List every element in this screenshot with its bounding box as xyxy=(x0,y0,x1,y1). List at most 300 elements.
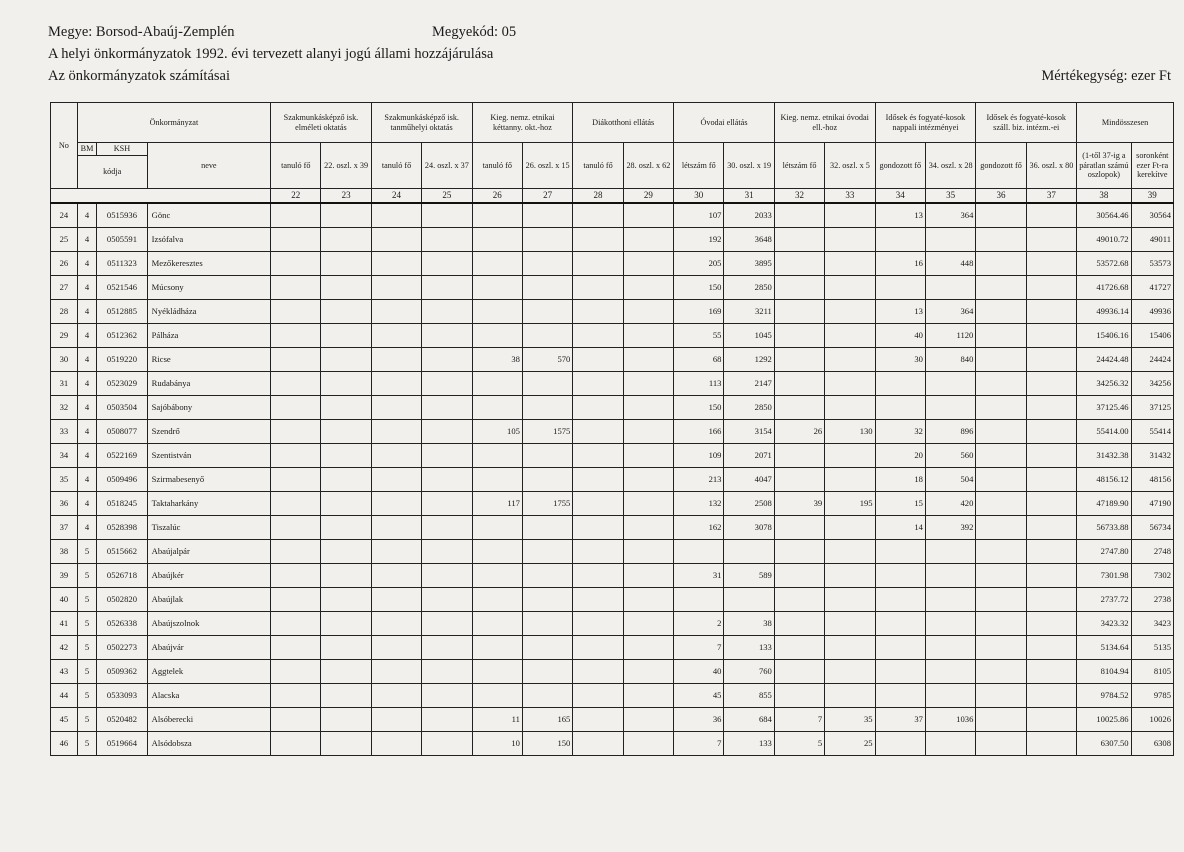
cell-ksh: 0519664 xyxy=(97,732,147,756)
cell-c28 xyxy=(573,612,623,636)
cell-name: Gönc xyxy=(147,203,270,228)
cell-c34 xyxy=(875,660,925,684)
cell-c36 xyxy=(976,372,1026,396)
cell-no: 32 xyxy=(51,396,78,420)
cell-c32: 26 xyxy=(774,420,824,444)
cell-c39: 8105 xyxy=(1131,660,1173,684)
cell-bm: 5 xyxy=(77,588,97,612)
cell-name: Alsóberecki xyxy=(147,708,270,732)
cell-c34 xyxy=(875,612,925,636)
cell-c37 xyxy=(1026,636,1076,660)
column-number: 22 xyxy=(271,189,321,204)
cell-c29 xyxy=(623,444,673,468)
cell-c25 xyxy=(422,660,472,684)
cell-bm: 5 xyxy=(77,564,97,588)
cell-c26 xyxy=(472,588,522,612)
cell-c25 xyxy=(422,276,472,300)
cell-c29 xyxy=(623,516,673,540)
cell-c22 xyxy=(271,324,321,348)
cell-c34 xyxy=(875,540,925,564)
cell-c34: 30 xyxy=(875,348,925,372)
cell-c38: 37125.46 xyxy=(1077,396,1131,420)
column-number: 25 xyxy=(422,189,472,204)
cell-c28 xyxy=(573,300,623,324)
cell-c31: 38 xyxy=(724,612,774,636)
cell-c34 xyxy=(875,396,925,420)
cell-c23 xyxy=(321,372,371,396)
cell-c33: 35 xyxy=(825,708,875,732)
cell-c26 xyxy=(472,636,522,660)
cell-c30: 162 xyxy=(674,516,724,540)
cell-c26 xyxy=(472,516,522,540)
cell-c22 xyxy=(271,372,321,396)
cell-c35 xyxy=(925,660,975,684)
cell-c37 xyxy=(1026,228,1076,252)
header-group: Kieg. nemz. etnikai kéttanny. okt.-hoz xyxy=(472,103,573,143)
cell-c34: 16 xyxy=(875,252,925,276)
cell-ksh: 0502273 xyxy=(97,636,147,660)
cell-c31: 1292 xyxy=(724,348,774,372)
header-no: No xyxy=(51,103,78,189)
cell-c36 xyxy=(976,612,1026,636)
header-sub: 22. oszl. x 39 xyxy=(321,143,371,189)
header-sub: létszám fő xyxy=(674,143,724,189)
table-row xyxy=(51,708,1174,732)
cell-c36 xyxy=(976,468,1026,492)
cell-c25 xyxy=(422,396,472,420)
header-sub: (1-től 37-ig a páratlan számú oszlopok) xyxy=(1077,143,1131,189)
cell-bm: 4 xyxy=(77,372,97,396)
column-number: 24 xyxy=(371,189,421,204)
table-body xyxy=(51,203,1174,756)
table-row xyxy=(51,564,1174,588)
cell-c30 xyxy=(674,588,724,612)
cell-c27 xyxy=(522,372,572,396)
cell-name: Abaújalpár xyxy=(147,540,270,564)
cell-c30: 107 xyxy=(674,203,724,228)
cell-c24 xyxy=(371,468,421,492)
cell-ksh: 0508077 xyxy=(97,420,147,444)
cell-c25 xyxy=(422,732,472,756)
cell-ksh: 0533093 xyxy=(97,684,147,708)
cell-c24 xyxy=(371,420,421,444)
cell-c26 xyxy=(472,396,522,420)
cell-c22 xyxy=(271,684,321,708)
cell-c30: 45 xyxy=(674,684,724,708)
data-table xyxy=(50,102,1174,756)
cell-c23 xyxy=(321,612,371,636)
cell-c24 xyxy=(371,203,421,228)
cell-c38: 47189.90 xyxy=(1077,492,1131,516)
cell-c25 xyxy=(422,420,472,444)
cell-c32: 7 xyxy=(774,708,824,732)
cell-c25 xyxy=(422,300,472,324)
cell-c32 xyxy=(774,300,824,324)
cell-c38: 30564.46 xyxy=(1077,203,1131,228)
cell-c34 xyxy=(875,228,925,252)
cell-c25 xyxy=(422,516,472,540)
cell-c27: 1575 xyxy=(522,420,572,444)
cell-bm: 4 xyxy=(77,252,97,276)
cell-c28 xyxy=(573,708,623,732)
cell-c37 xyxy=(1026,372,1076,396)
cell-c25 xyxy=(422,684,472,708)
cell-c33 xyxy=(825,203,875,228)
cell-c22 xyxy=(271,420,321,444)
cell-c25 xyxy=(422,252,472,276)
cell-bm: 5 xyxy=(77,684,97,708)
cell-c34 xyxy=(875,276,925,300)
cell-no: 24 xyxy=(51,203,78,228)
cell-c29 xyxy=(623,396,673,420)
column-number: 23 xyxy=(321,189,371,204)
cell-c38: 2737.72 xyxy=(1077,588,1131,612)
cell-c24 xyxy=(371,348,421,372)
cell-no: 46 xyxy=(51,732,78,756)
cell-ksh: 0515936 xyxy=(97,203,147,228)
cell-c38: 8104.94 xyxy=(1077,660,1131,684)
cell-c24 xyxy=(371,324,421,348)
cell-c34: 13 xyxy=(875,300,925,324)
cell-ksh: 0528398 xyxy=(97,516,147,540)
cell-c24 xyxy=(371,684,421,708)
cell-bm: 5 xyxy=(77,612,97,636)
cell-c38: 2747.80 xyxy=(1077,540,1131,564)
cell-c26: 10 xyxy=(472,732,522,756)
cell-c28 xyxy=(573,276,623,300)
cell-c31: 855 xyxy=(724,684,774,708)
cell-c35 xyxy=(925,684,975,708)
unit-label: Mértékegység: ezer Ft xyxy=(1041,68,1171,84)
cell-c31: 589 xyxy=(724,564,774,588)
cell-no: 26 xyxy=(51,252,78,276)
cell-bm: 5 xyxy=(77,708,97,732)
cell-c28 xyxy=(573,396,623,420)
header-group: Diákotthoni ellátás xyxy=(573,103,674,143)
cell-c29 xyxy=(623,348,673,372)
cell-c24 xyxy=(371,636,421,660)
cell-c29 xyxy=(623,420,673,444)
cell-c22 xyxy=(271,492,321,516)
cell-c34: 37 xyxy=(875,708,925,732)
cell-name: Alacska xyxy=(147,684,270,708)
cell-c27 xyxy=(522,252,572,276)
header-sub: 34. oszl. x 28 xyxy=(925,143,975,189)
cell-c30: 166 xyxy=(674,420,724,444)
column-number: 26 xyxy=(472,189,522,204)
cell-c35 xyxy=(925,372,975,396)
cell-ksh: 0511323 xyxy=(97,252,147,276)
cell-name: Mezőkeresztes xyxy=(147,252,270,276)
cell-c23 xyxy=(321,636,371,660)
cell-c25 xyxy=(422,708,472,732)
cell-c32 xyxy=(774,444,824,468)
cell-c33 xyxy=(825,252,875,276)
cell-c37 xyxy=(1026,516,1076,540)
header-sub: gondozott fő xyxy=(976,143,1026,189)
cell-c38: 10025.86 xyxy=(1077,708,1131,732)
cell-c22 xyxy=(271,396,321,420)
cell-c28 xyxy=(573,684,623,708)
cell-c37 xyxy=(1026,612,1076,636)
cell-c28 xyxy=(573,252,623,276)
cell-c29 xyxy=(623,228,673,252)
cell-c37 xyxy=(1026,732,1076,756)
cell-c35: 504 xyxy=(925,468,975,492)
cell-c29 xyxy=(623,732,673,756)
cell-c39: 55414 xyxy=(1131,420,1173,444)
cell-c33 xyxy=(825,396,875,420)
cell-c32 xyxy=(774,540,824,564)
cell-ksh: 0526338 xyxy=(97,612,147,636)
cell-c28 xyxy=(573,492,623,516)
cell-c27 xyxy=(522,588,572,612)
cell-c24 xyxy=(371,732,421,756)
cell-c27 xyxy=(522,636,572,660)
cell-c30: 169 xyxy=(674,300,724,324)
cell-c31: 760 xyxy=(724,660,774,684)
cell-c29 xyxy=(623,684,673,708)
cell-c36 xyxy=(976,492,1026,516)
cell-c28 xyxy=(573,348,623,372)
cell-c26 xyxy=(472,252,522,276)
cell-ksh: 0522169 xyxy=(97,444,147,468)
cell-c32 xyxy=(774,276,824,300)
cell-c36 xyxy=(976,636,1026,660)
cell-c39: 2748 xyxy=(1131,540,1173,564)
cell-c29 xyxy=(623,324,673,348)
cell-c27 xyxy=(522,444,572,468)
cell-c26 xyxy=(472,300,522,324)
cell-c25 xyxy=(422,228,472,252)
cell-c30: 205 xyxy=(674,252,724,276)
cell-c38: 9784.52 xyxy=(1077,684,1131,708)
cell-c24 xyxy=(371,588,421,612)
cell-c38: 3423.32 xyxy=(1077,612,1131,636)
cell-c38: 53572.68 xyxy=(1077,252,1131,276)
cell-c30: 2 xyxy=(674,612,724,636)
cell-c36 xyxy=(976,708,1026,732)
cell-c34: 18 xyxy=(875,468,925,492)
column-number: 28 xyxy=(573,189,623,204)
column-number: 39 xyxy=(1131,189,1173,204)
cell-c32 xyxy=(774,252,824,276)
header-group: Kieg. nemz. etnikai óvodai ell.-hoz xyxy=(774,103,875,143)
table-row xyxy=(51,684,1174,708)
header-group: Óvodai ellátás xyxy=(674,103,775,143)
cell-c29 xyxy=(623,540,673,564)
cell-c23 xyxy=(321,203,371,228)
cell-c36 xyxy=(976,444,1026,468)
cell-c22 xyxy=(271,276,321,300)
table-row xyxy=(51,660,1174,684)
cell-c33: 25 xyxy=(825,732,875,756)
cell-c38: 49010.72 xyxy=(1077,228,1131,252)
cell-c22 xyxy=(271,516,321,540)
cell-c39: 3423 xyxy=(1131,612,1173,636)
cell-c25 xyxy=(422,444,472,468)
cell-c27 xyxy=(522,468,572,492)
cell-c31: 133 xyxy=(724,636,774,660)
cell-c23 xyxy=(321,420,371,444)
cell-c32 xyxy=(774,636,824,660)
table-row xyxy=(51,588,1174,612)
cell-c23 xyxy=(321,660,371,684)
cell-c31: 2147 xyxy=(724,372,774,396)
cell-c35 xyxy=(925,732,975,756)
cell-c37 xyxy=(1026,420,1076,444)
cell-c36 xyxy=(976,516,1026,540)
cell-c26: 117 xyxy=(472,492,522,516)
cell-c32 xyxy=(774,396,824,420)
cell-c28 xyxy=(573,564,623,588)
table-row xyxy=(51,540,1174,564)
cell-ksh: 0521546 xyxy=(97,276,147,300)
table-row xyxy=(51,732,1174,756)
cell-c31: 2850 xyxy=(724,276,774,300)
cell-c34: 40 xyxy=(875,324,925,348)
cell-c34 xyxy=(875,732,925,756)
cell-c23 xyxy=(321,684,371,708)
cell-c23 xyxy=(321,348,371,372)
cell-c39: 2738 xyxy=(1131,588,1173,612)
cell-c28 xyxy=(573,732,623,756)
cell-name: Tiszalúc xyxy=(147,516,270,540)
cell-c25 xyxy=(422,612,472,636)
cell-c26: 11 xyxy=(472,708,522,732)
cell-c39: 49011 xyxy=(1131,228,1173,252)
cell-c37 xyxy=(1026,588,1076,612)
cell-no: 30 xyxy=(51,348,78,372)
header-sub: 32. oszl. x 5 xyxy=(825,143,875,189)
cell-c29 xyxy=(623,372,673,396)
cell-c36 xyxy=(976,276,1026,300)
cell-c29 xyxy=(623,276,673,300)
cell-c27 xyxy=(522,684,572,708)
cell-c39: 34256 xyxy=(1131,372,1173,396)
cell-bm: 4 xyxy=(77,203,97,228)
column-number: 31 xyxy=(724,189,774,204)
cell-bm: 4 xyxy=(77,468,97,492)
header-bm: BM xyxy=(77,143,97,156)
cell-ksh: 0509362 xyxy=(97,660,147,684)
cell-ksh: 0515662 xyxy=(97,540,147,564)
cell-c35: 896 xyxy=(925,420,975,444)
cell-c36 xyxy=(976,348,1026,372)
cell-c36 xyxy=(976,252,1026,276)
cell-c29 xyxy=(623,252,673,276)
header-group: Idősek és fogyaté-kosok száll. biz. intézm.-ei xyxy=(976,103,1077,143)
cell-c39: 31432 xyxy=(1131,444,1173,468)
cell-c32 xyxy=(774,203,824,228)
cell-c27 xyxy=(522,300,572,324)
cell-c31: 3895 xyxy=(724,252,774,276)
cell-c25 xyxy=(422,492,472,516)
cell-c23 xyxy=(321,564,371,588)
cell-c25 xyxy=(422,540,472,564)
header-sub: létszám fő xyxy=(774,143,824,189)
cell-c32 xyxy=(774,228,824,252)
cell-c33 xyxy=(825,444,875,468)
cell-c24 xyxy=(371,516,421,540)
column-number: 35 xyxy=(925,189,975,204)
cell-c26 xyxy=(472,468,522,492)
cell-c33 xyxy=(825,660,875,684)
cell-c28 xyxy=(573,516,623,540)
column-number: 36 xyxy=(976,189,1026,204)
cell-name: Nyékládháza xyxy=(147,300,270,324)
cell-c27 xyxy=(522,660,572,684)
cell-c30: 7 xyxy=(674,636,724,660)
cell-c32 xyxy=(774,660,824,684)
cell-c36 xyxy=(976,564,1026,588)
cell-name: Rudabánya xyxy=(147,372,270,396)
cell-bm: 4 xyxy=(77,276,97,300)
cell-c22 xyxy=(271,564,321,588)
cell-c22 xyxy=(271,732,321,756)
cell-bm: 4 xyxy=(77,420,97,444)
cell-c28 xyxy=(573,468,623,492)
cell-c31: 3648 xyxy=(724,228,774,252)
cell-c35 xyxy=(925,276,975,300)
table-row xyxy=(51,203,1174,228)
header-ksh: KSH xyxy=(97,143,147,156)
cell-c27: 570 xyxy=(522,348,572,372)
cell-c27 xyxy=(522,540,572,564)
cell-no: 37 xyxy=(51,516,78,540)
cell-c39: 53573 xyxy=(1131,252,1173,276)
cell-c24 xyxy=(371,372,421,396)
cell-ksh: 0505591 xyxy=(97,228,147,252)
cell-c24 xyxy=(371,300,421,324)
cell-c33 xyxy=(825,300,875,324)
cell-c24 xyxy=(371,276,421,300)
cell-c27 xyxy=(522,564,572,588)
cell-c28 xyxy=(573,203,623,228)
table-row xyxy=(51,372,1174,396)
cell-c36 xyxy=(976,660,1026,684)
cell-c26 xyxy=(472,372,522,396)
header-sub: tanuló fő xyxy=(271,143,321,189)
cell-c37 xyxy=(1026,468,1076,492)
cell-c39: 15406 xyxy=(1131,324,1173,348)
cell-name: Múcsony xyxy=(147,276,270,300)
cell-c22 xyxy=(271,612,321,636)
cell-c35: 1036 xyxy=(925,708,975,732)
cell-c35 xyxy=(925,612,975,636)
cell-c24 xyxy=(371,612,421,636)
cell-c36 xyxy=(976,300,1026,324)
cell-c35 xyxy=(925,636,975,660)
table-row xyxy=(51,468,1174,492)
cell-bm: 4 xyxy=(77,300,97,324)
cell-c37 xyxy=(1026,540,1076,564)
cell-c22 xyxy=(271,444,321,468)
cell-c24 xyxy=(371,540,421,564)
header-neve: neve xyxy=(147,143,270,189)
cell-ksh: 0503504 xyxy=(97,396,147,420)
cell-c37 xyxy=(1026,492,1076,516)
cell-c32 xyxy=(774,348,824,372)
column-number: 30 xyxy=(674,189,724,204)
cell-c37 xyxy=(1026,396,1076,420)
cell-c22 xyxy=(271,636,321,660)
cell-c31: 2850 xyxy=(724,396,774,420)
cell-c23 xyxy=(321,444,371,468)
cell-c29 xyxy=(623,588,673,612)
cell-name: Abaújvár xyxy=(147,636,270,660)
cell-c37 xyxy=(1026,684,1076,708)
